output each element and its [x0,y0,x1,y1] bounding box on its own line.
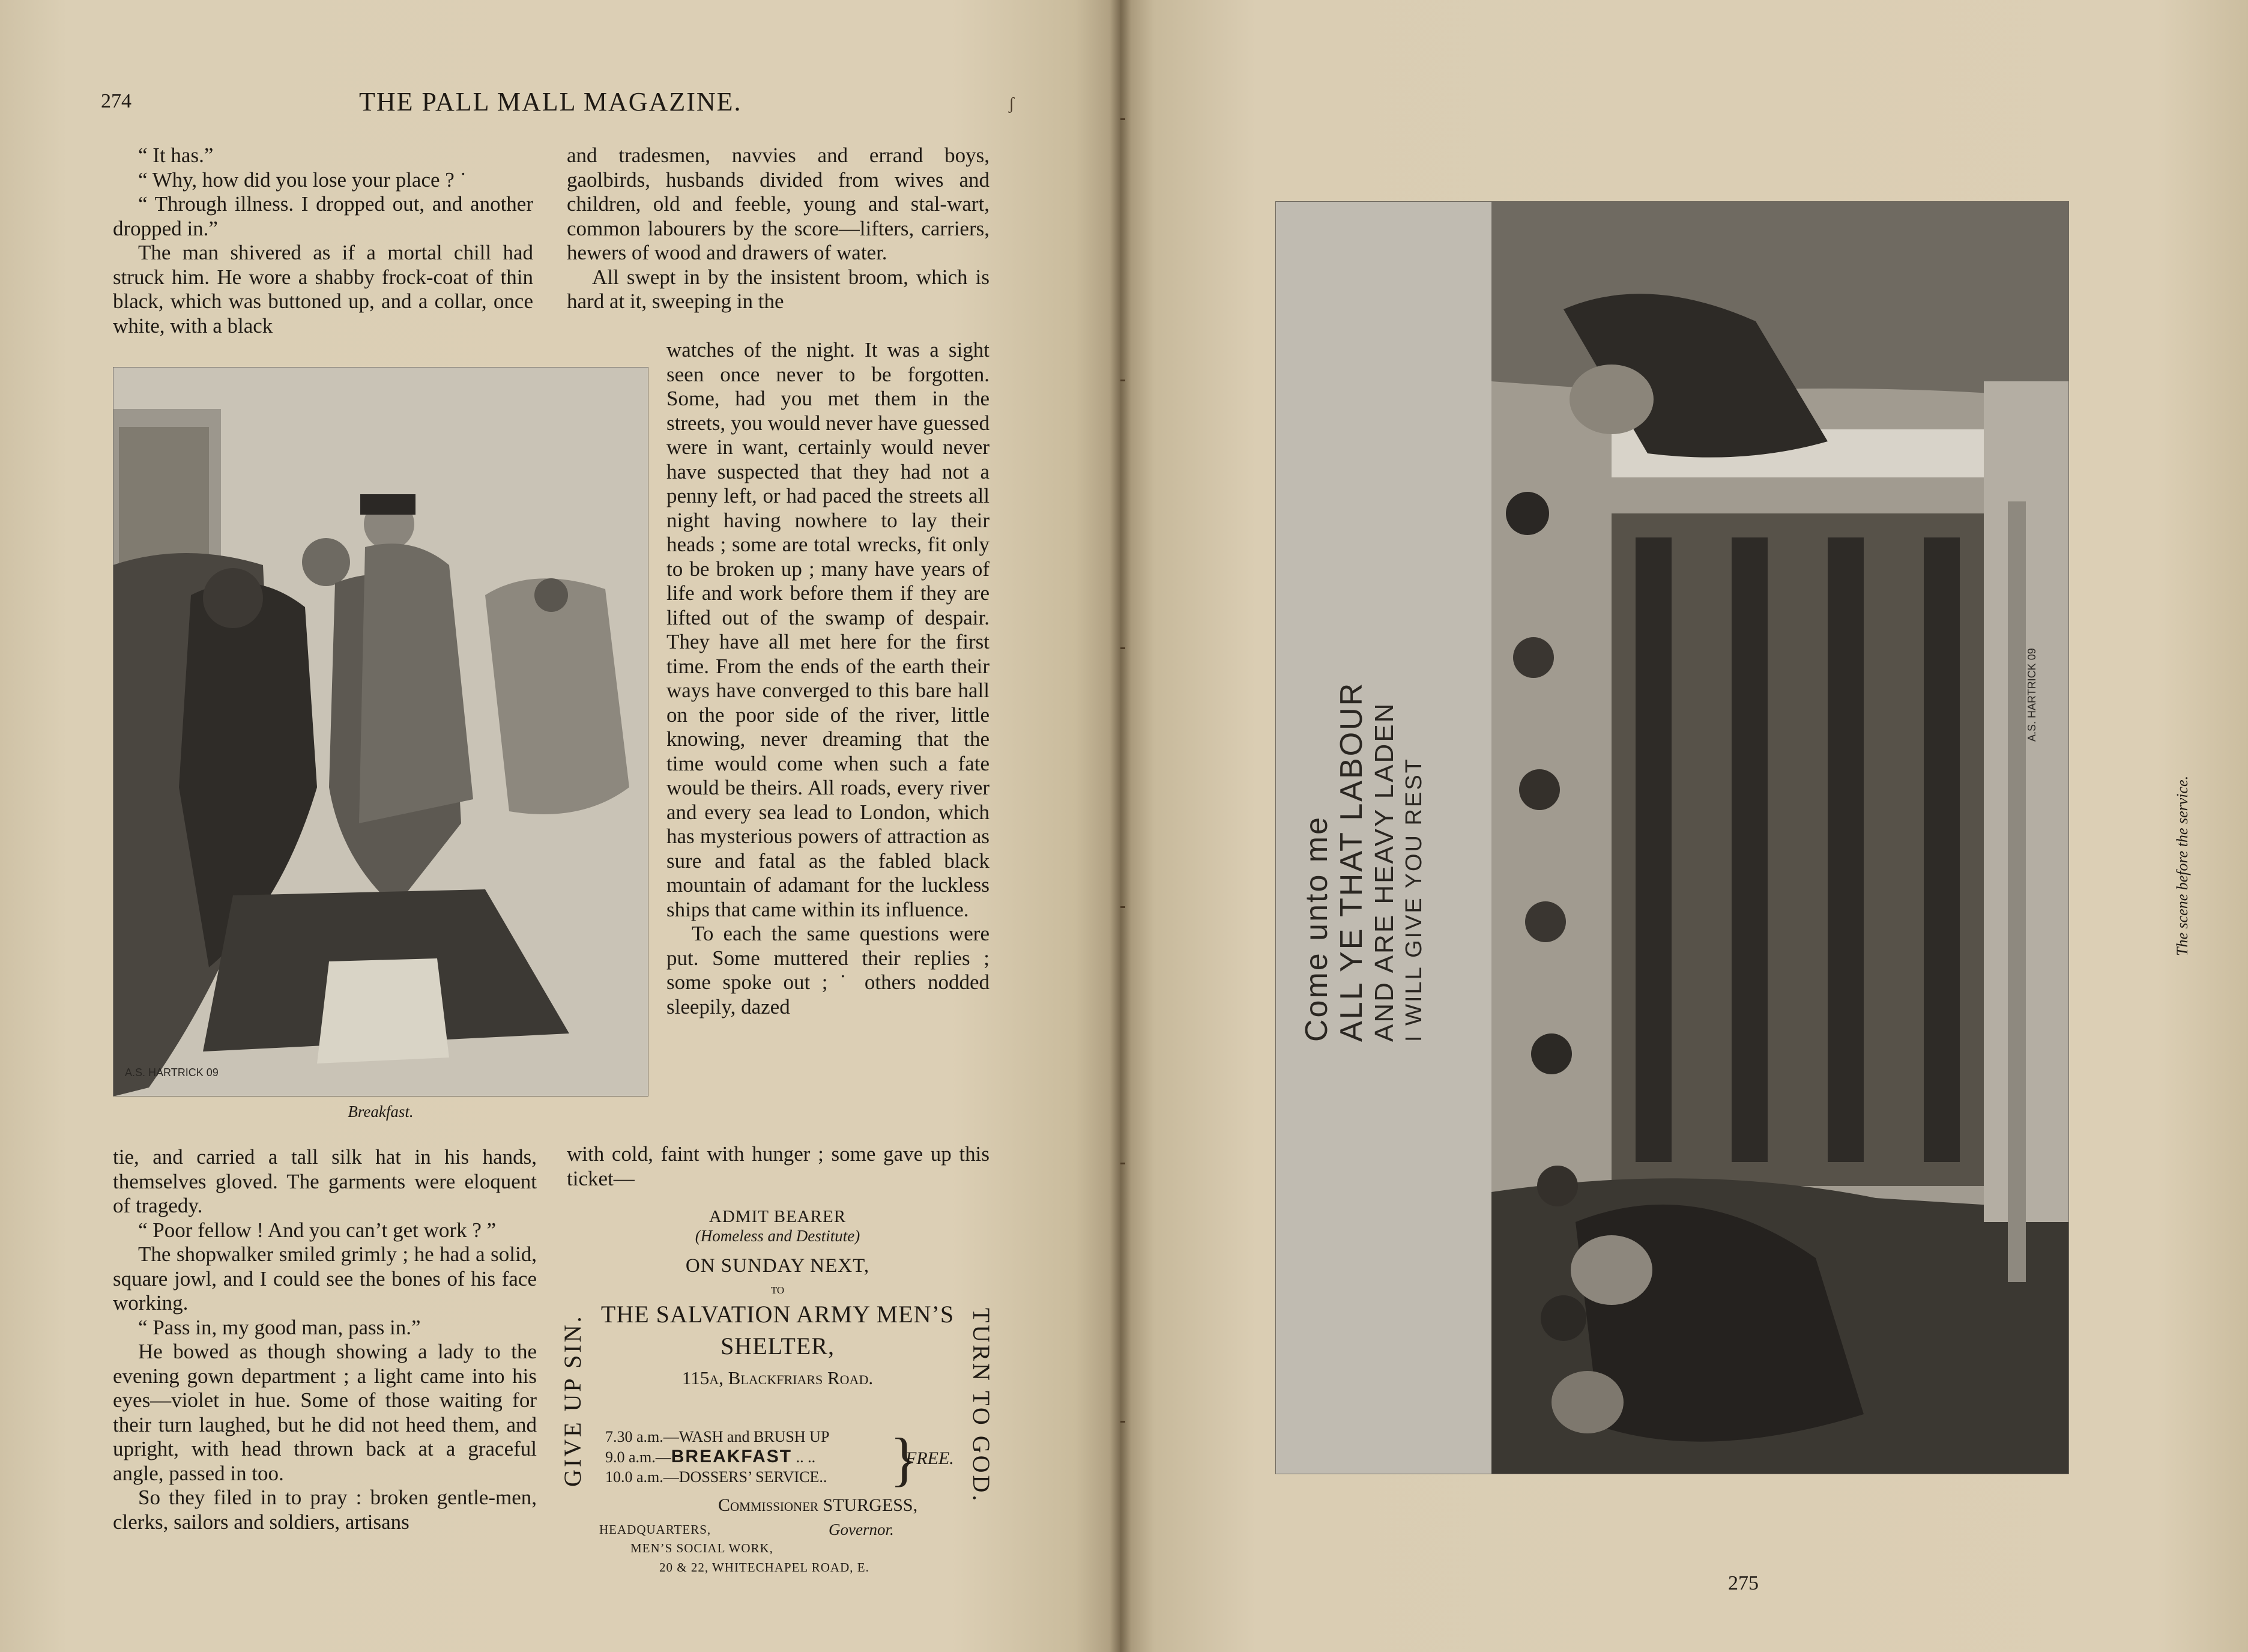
paragraph: He bowed as though showing a lady to the evening gown department ; a light came into his eyes—violet in hue. Some of those waiting for their turn laughed, but he did not heed them, and upright, with head thrown back at a graceful angle, passed in too. [113,1340,537,1485]
paragraph: “ Through illness. I dropped out, and another dropped in.” [113,192,533,240]
shelter-ticket [594,1207,961,1389]
paragraph: tie, and carried a tall silk hat in his hands, themselves gloved. The garments were eloquent of tragedy. [113,1145,537,1217]
ticket-homeless: (Homeless and Destitute) [695,1227,860,1245]
schedule-line: 9.0 a.m.—BREAKFAST .. .. [605,1447,816,1466]
column-1-top [113,144,533,338]
banner-line: ALL YE THAT LABOUR [1334,681,1369,1042]
signature-mark: ʃ [1009,95,1015,113]
brace: } [890,1426,919,1492]
paragraph: To each the same questions were put. Some muttered their replies ; some spoke out ; ˙ others nodded sleepily, dazed [666,922,990,1018]
paragraph: All swept in by the insistent broom, which is hard at it, sweeping in the [567,265,990,313]
scene-caption: The scene before the service. [2174,775,2191,956]
schedule-line: 7.30 a.m.—WASH and BRUSH UP [605,1428,830,1445]
ticket-to: TO [770,1284,785,1296]
running-head: THE PALL MALL MAGAZINE. [359,87,742,116]
column-2-top [567,144,990,314]
page-number-left: 274 [101,90,131,112]
paragraph: “ Why, how did you lose your place ? ˙ [138,168,467,192]
paragraph: The shopwalker smiled grimly ; he had a solid, square jowl, and I could see the bones of his face working. [113,1242,537,1315]
illustration-caption: Breakfast. [348,1103,414,1121]
paragraph: So they filed in to pray : broken gentle-men, clerks, sailors and soldiers, artisans [113,1486,537,1534]
column-2-narrow [666,338,990,1019]
page-number-right: 275 [1728,1572,1759,1594]
banner-line: AND ARE HEAVY LADEN [1370,701,1399,1042]
illustration-signature: A.S. HARTRICK 09 [125,1067,219,1079]
ticket-hq: HEADQUARTERS, [599,1522,712,1537]
paragraph: The man shivered as if a mortal chill had struck him. He wore a shabby frock-coat of thin black, which was buttoned up, and a collar, once white, with a black [113,241,533,337]
paragraph: “ It has.” [138,144,214,167]
paragraph: “ Poor fellow ! And you can’t get work ? ” [138,1218,497,1242]
ticket-governor: Governor. [829,1520,894,1539]
ticket-side-left: GIVE UP SIN. [559,1314,586,1487]
schedule-line: 10.0 a.m.—DOSSERS’ SERVICE.. [605,1468,827,1486]
ticket-admit: ADMIT BEARER [709,1207,847,1226]
paragraph: with cold, faint with hunger ; some gave up this ticket— [567,1142,990,1190]
left-page [0,0,1120,1652]
right-page [1120,0,2248,1652]
column-2-wide [567,1142,990,1191]
ticket-side-right: TURN TO GOD. [968,1308,995,1504]
banner-line: Come unto me [1299,815,1334,1042]
banner-line: I WILL GIVE YOU REST [1401,757,1427,1042]
gutter-shadow [1110,0,1131,1652]
ticket-free: FREE. [905,1448,954,1468]
scene-illustration [1275,201,2069,1474]
ticket-whitechapel: 20 & 22, WHITECHAPEL ROAD, E. [659,1560,869,1575]
ticket-shelter-1: THE SALVATION ARMY MEN’S [600,1301,955,1328]
breakfast-illustration [113,367,648,1097]
ticket-shelter-2: SHELTER, [721,1333,835,1360]
ticket-social-work: MEN’S SOCIAL WORK, [630,1541,773,1555]
ticket-date: ON SUNDAY NEXT, [685,1255,870,1277]
paragraph: watches of the night. It was a sight seen once never to be forgotten. Some, had you met them in the streets, you would never have guessed were in want, certainly would never have suspected that they had not a penny left, or had paced the streets all night having nowhere to lay their heads ; some are total wrecks, fit only to be broken up ; many have years of life and work before them if they are lifted out of the swamp of despair. They have all met here for the first time. From the ends of the earth their ways have converged to this bare hall on the poor side of the river, little knowing, never dreaming that the time would come when such a fate would be theirs. All roads, every river and every sea lead to London, which has mysterious powers of attraction as sure and fatal as the fabled black mountain of adamant for the luckless ships that came within its influence. [666,338,990,921]
ticket-address: 115a, Blackfriars Road. [681,1367,874,1388]
column-1-bottom [113,1145,537,1534]
banner [1299,501,1428,1042]
paragraph: and tradesmen, navvies and errand boys, gaolbirds, husbands divided from wives and children, old and feeble, young and stal-wart, common labourers by the score—lifters, carriers, hewers of wood and drawers of water. [567,144,990,264]
ticket-commissioner: Commissioner STURGESS, [718,1495,918,1515]
scene-signature: A.S. HARTRICK 09 [2026,648,2038,742]
paragraph: “ Pass in, my good man, pass in.” [138,1315,421,1339]
